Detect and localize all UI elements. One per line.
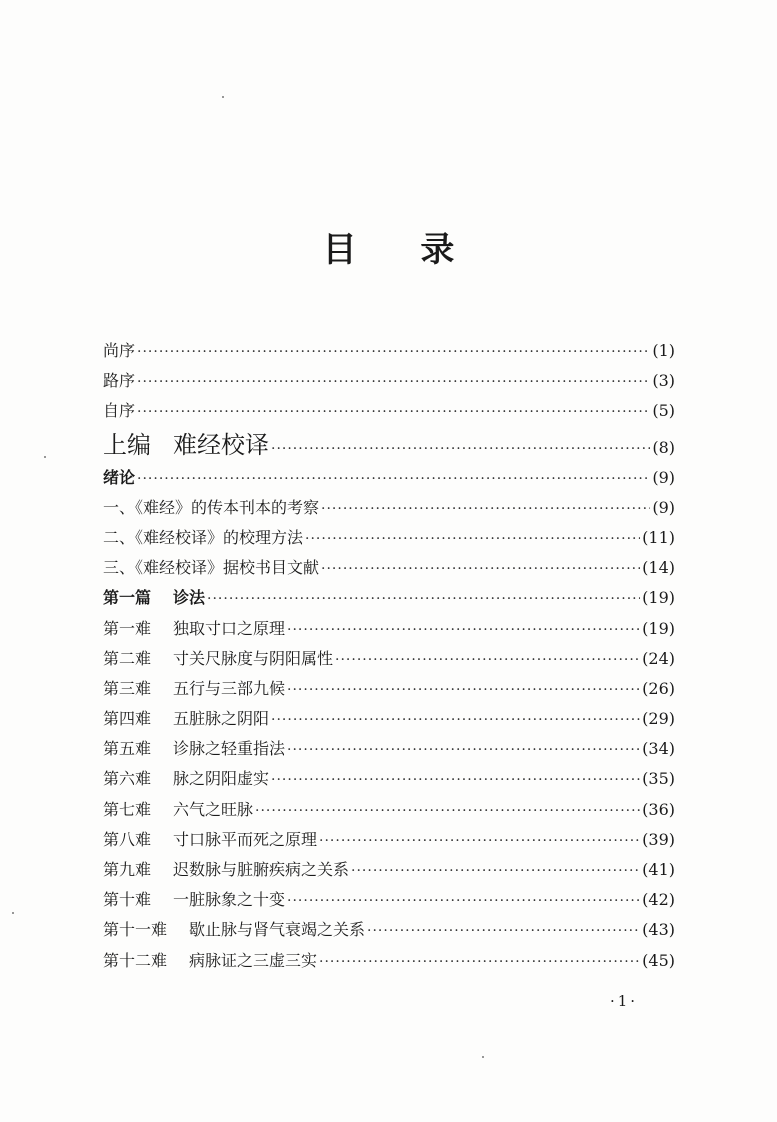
toc-entry bbox=[103, 336, 675, 366]
toc-page-number: (19) bbox=[642, 588, 675, 608]
toc-entry-title bbox=[103, 644, 333, 674]
toc-page-number: (29) bbox=[642, 709, 675, 729]
toc-page-number: (9) bbox=[652, 497, 675, 517]
page-number: ·1· bbox=[610, 992, 639, 1010]
toc-page-number: (24) bbox=[642, 648, 675, 668]
toc-entry bbox=[103, 795, 675, 825]
toc-page-number: (41) bbox=[642, 860, 675, 879]
dot-leader bbox=[319, 947, 640, 977]
toc-entry-title bbox=[103, 764, 269, 794]
toc-entry-title bbox=[103, 427, 269, 463]
toc-entry-subtitle: 难经校译 bbox=[173, 430, 269, 459]
toc-entry-title bbox=[103, 553, 319, 583]
toc-entry-label: 第十一难 bbox=[103, 920, 168, 940]
dot-leader bbox=[137, 367, 650, 397]
dot-leader bbox=[207, 584, 640, 614]
toc-entry-label: 绪论 bbox=[103, 467, 136, 487]
toc-page-number: (9) bbox=[652, 467, 675, 487]
scan-speck bbox=[222, 96, 224, 98]
toc-entry-subtitle: 一脏脉象之十变 bbox=[173, 890, 286, 910]
table-of-contents bbox=[103, 336, 675, 976]
dot-leader bbox=[137, 397, 650, 427]
toc-entry-label: 第八难 bbox=[103, 829, 152, 849]
dot-leader bbox=[351, 856, 640, 886]
toc-entry-label: 第五难 bbox=[103, 739, 152, 759]
dot-leader bbox=[271, 765, 640, 795]
toc-entry-label: 第七难 bbox=[103, 799, 152, 819]
toc-entry bbox=[103, 855, 675, 885]
toc-entry-title bbox=[103, 366, 135, 396]
toc-page-number: (5) bbox=[652, 401, 675, 421]
toc-entry bbox=[103, 463, 675, 493]
toc-entry-title bbox=[103, 396, 135, 426]
toc-entry-title bbox=[103, 825, 317, 855]
toc-entry-subtitle: 诊脉之轻重指法 bbox=[173, 739, 286, 759]
toc-entry-label: 第六难 bbox=[103, 769, 152, 789]
dot-leader bbox=[137, 464, 650, 494]
toc-page-number: (35) bbox=[642, 769, 675, 789]
toc-entry bbox=[103, 764, 675, 794]
toc-entry-label: 第一难 bbox=[103, 618, 152, 638]
toc-entry-title bbox=[103, 734, 285, 764]
toc-entry-subtitle: 六气之旺脉 bbox=[173, 799, 254, 819]
toc-page-number: (39) bbox=[642, 829, 675, 849]
toc-entry bbox=[103, 946, 675, 976]
dot-leader bbox=[287, 886, 640, 916]
toc-entry bbox=[103, 674, 675, 704]
dot-leader bbox=[287, 675, 640, 705]
dot-leader bbox=[335, 645, 640, 675]
toc-entry bbox=[103, 915, 675, 945]
toc-page-number: (45) bbox=[642, 950, 675, 970]
toc-entry-label: 第十二难 bbox=[103, 950, 168, 970]
toc-entry-title bbox=[103, 704, 269, 734]
dot-leader bbox=[287, 615, 640, 645]
toc-page-number: (19) bbox=[642, 618, 675, 638]
toc-entry-subtitle: 诊法 bbox=[173, 588, 206, 608]
toc-page-number: (3) bbox=[652, 371, 675, 391]
dot-leader bbox=[255, 796, 640, 826]
toc-entry bbox=[103, 523, 675, 553]
toc-page-number: (8) bbox=[652, 437, 675, 457]
page-title: 目 录 bbox=[322, 230, 481, 270]
scan-speck bbox=[12, 912, 14, 914]
toc-entry-subtitle: 寸口脉平而死之原理 bbox=[173, 829, 318, 849]
toc-entry-label: 路序 bbox=[103, 371, 136, 391]
toc-entry-label: 第十难 bbox=[103, 890, 152, 910]
toc-entry-title bbox=[103, 463, 135, 493]
toc-entry-subtitle: 病脉证之三虚三实 bbox=[189, 950, 318, 970]
toc-page-number: (11) bbox=[642, 527, 675, 547]
toc-entry-label: 第二难 bbox=[103, 648, 152, 668]
dot-leader bbox=[305, 524, 640, 554]
toc-entry-label: 第四难 bbox=[103, 709, 152, 729]
scan-speck bbox=[44, 456, 46, 458]
toc-entry-subtitle: 迟数脉与脏腑疾病之关系 bbox=[173, 860, 350, 879]
toc-entry-subtitle: 寸关尺脉度与阴阳属性 bbox=[173, 648, 334, 668]
toc-entry-title bbox=[103, 674, 285, 704]
toc-entry-title bbox=[103, 336, 135, 366]
toc-entry-label: 二、《难经校译》的校理方法 bbox=[103, 527, 304, 547]
dot-leader bbox=[367, 916, 640, 946]
toc-entry bbox=[103, 704, 675, 734]
toc-entry bbox=[103, 614, 675, 644]
dot-leader bbox=[321, 554, 640, 584]
toc-entry bbox=[103, 553, 675, 583]
toc-entry-subtitle: 独取寸口之原理 bbox=[173, 618, 286, 638]
dot-leader bbox=[321, 494, 650, 524]
toc-entry-label: 尚序 bbox=[103, 341, 136, 360]
toc-entry bbox=[103, 366, 675, 396]
toc-entry-label: 上编 bbox=[103, 430, 151, 459]
toc-entry-title bbox=[103, 946, 317, 976]
toc-entry-title bbox=[103, 915, 365, 945]
scan-speck bbox=[482, 1056, 484, 1058]
toc-entry bbox=[103, 644, 675, 674]
toc-entry-subtitle: 五行与三部九候 bbox=[173, 678, 286, 698]
toc-entry bbox=[103, 885, 675, 915]
dot-leader bbox=[271, 705, 640, 735]
toc-entry bbox=[103, 493, 675, 523]
toc-page-number: (43) bbox=[642, 920, 675, 940]
toc-page-number: (26) bbox=[642, 678, 675, 698]
toc-page-number: (34) bbox=[642, 739, 675, 759]
toc-entry-label: 第九难 bbox=[103, 860, 152, 879]
toc-entry-label: 一、《难经》的传本刊本的考察 bbox=[103, 497, 320, 517]
toc-entry-title bbox=[103, 493, 319, 523]
toc-page-number: (1) bbox=[652, 341, 675, 360]
toc-page-number: (42) bbox=[642, 890, 675, 910]
toc-entry-label: 自序 bbox=[103, 401, 136, 421]
toc-entry bbox=[103, 825, 675, 855]
toc-page-number: (14) bbox=[642, 558, 675, 578]
toc-entry-label: 第三难 bbox=[103, 678, 152, 698]
toc-entry-title bbox=[103, 795, 253, 825]
toc-entry bbox=[103, 427, 675, 463]
toc-entry bbox=[103, 734, 675, 764]
toc-entry-title bbox=[103, 583, 205, 613]
dot-leader bbox=[137, 337, 650, 367]
toc-entry-subtitle: 脉之阴阳虚实 bbox=[173, 769, 270, 789]
toc-entry-label: 三、《难经校译》据校书目文献 bbox=[103, 558, 320, 578]
toc-entry-subtitle: 歇止脉与肾气衰竭之关系 bbox=[189, 920, 366, 940]
toc-entry-subtitle: 五脏脉之阴阳 bbox=[173, 709, 270, 729]
toc-entry bbox=[103, 583, 675, 613]
toc-entry-title bbox=[103, 614, 285, 644]
dot-leader bbox=[287, 735, 640, 765]
toc-entry-title bbox=[103, 885, 285, 915]
toc-entry-title bbox=[103, 523, 303, 553]
toc-entry bbox=[103, 396, 675, 426]
toc-page-number: (36) bbox=[642, 799, 675, 819]
dot-leader bbox=[271, 431, 650, 467]
toc-entry-title bbox=[103, 855, 349, 885]
dot-leader bbox=[319, 826, 640, 856]
toc-entry-label: 第一篇 bbox=[103, 588, 152, 608]
